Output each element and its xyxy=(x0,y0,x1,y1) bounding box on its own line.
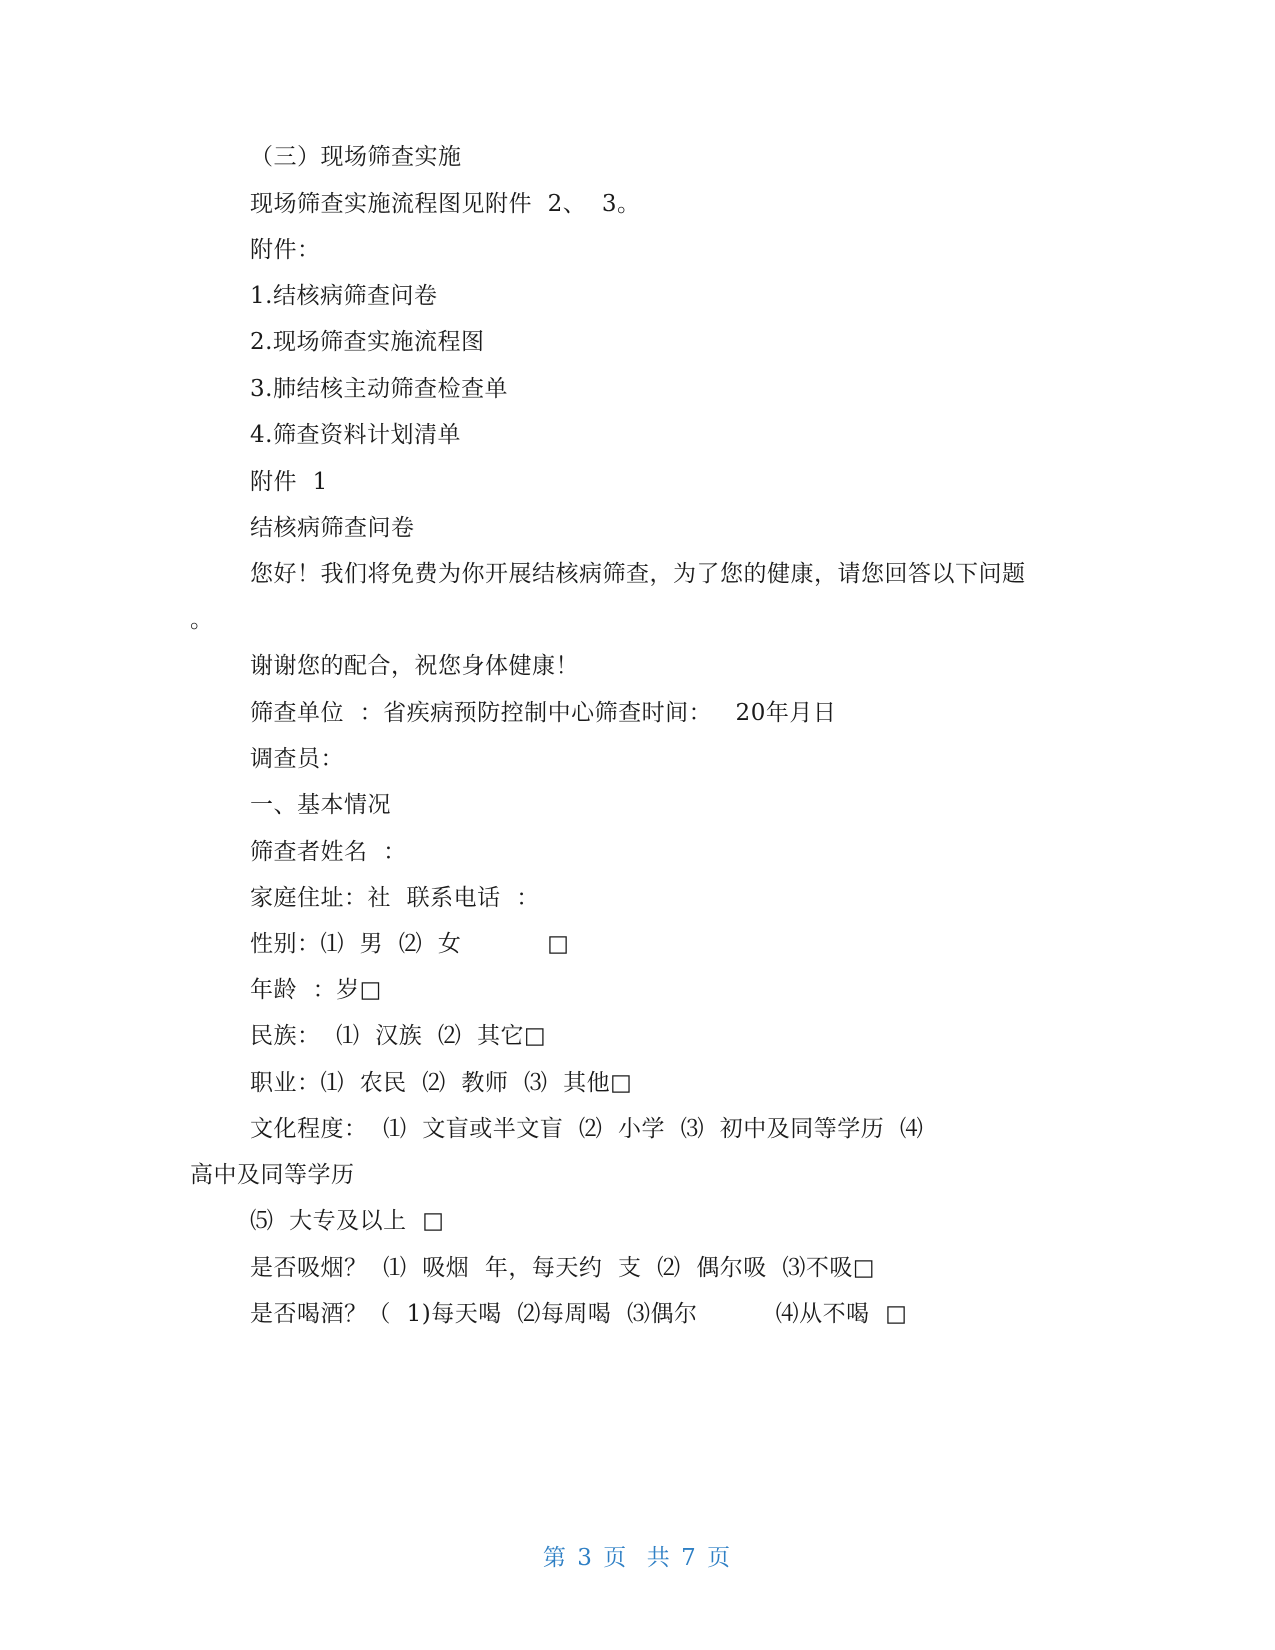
attachment-item-2: 2.现场筛查实施流程图 xyxy=(250,329,485,355)
thanks-text: 谢谢您的配合，祝您身体健康！ xyxy=(250,653,579,679)
greeting-text: 您好！我们将免费为你开展结核病筛查，为了您的健康，请您回答以下问题 xyxy=(250,561,1026,587)
section-heading-field-screening: （三）现场筛查实施 xyxy=(250,144,462,170)
footer-current-page: 3 xyxy=(577,1545,594,1571)
attachment-item-1: 1.结核病筛查问卷 xyxy=(250,283,438,309)
field-gender: 性别：⑴ 男 ⑵ 女 □ xyxy=(250,931,570,957)
attachment-item-4: 4.筛查资料计划清单 xyxy=(250,422,461,448)
footer-prefix: 第 xyxy=(542,1545,568,1571)
footer-total-pages: 7 xyxy=(681,1545,698,1571)
text-attachments-label: 附件： xyxy=(250,237,321,263)
field-ethnicity: 民族： ⑴ 汉族 ⑵ 其它□ xyxy=(250,1023,547,1049)
field-education-continuation: 高中及同等学历 xyxy=(190,1162,355,1188)
screening-unit-line: 筛查单位 ：省疾病预防控制中心筛查时间： 20年月日 xyxy=(250,700,837,726)
field-age: 年龄 ：岁□ xyxy=(250,977,382,1003)
field-smoking: 是否吸烟？ ⑴ 吸烟 年，每天约 支 ⑵ 偶尔吸 ⑶不吸□ xyxy=(250,1255,876,1281)
investigator-line: 调查员： xyxy=(250,746,344,772)
field-drinking: 是否喝酒？（ 1)每天喝 ⑵每周喝 ⑶偶尔 ⑷从不喝 □ xyxy=(250,1301,908,1327)
field-name: 筛查者姓名 ： xyxy=(250,839,407,865)
page-footer xyxy=(0,1543,1275,1573)
basic-info-heading: 一、基本情况 xyxy=(250,792,391,818)
field-occupation: 职业：⑴ 农民 ⑵ 教师 ⑶ 其他□ xyxy=(250,1070,633,1096)
attachment-1-label: 附件 1 xyxy=(250,469,328,495)
field-address-phone: 家庭住址：社 联系电话 ： xyxy=(250,885,540,911)
footer-suffix: 页 xyxy=(707,1545,733,1571)
field-education: 文化程度： ⑴ 文盲或半文盲 ⑵ 小学 ⑶ 初中及同等学历 ⑷ xyxy=(250,1116,924,1142)
text-flowchart-reference: 现场筛查实施流程图见附件 2、 3。 xyxy=(250,191,641,217)
footer-mid: 页 共 xyxy=(603,1545,672,1571)
field-education-option-5: ⑸ 大专及以上 □ xyxy=(250,1208,445,1234)
greeting-continuation: 。 xyxy=(190,607,214,633)
attachment-item-3: 3.肺结核主动筛查检查单 xyxy=(250,376,508,402)
questionnaire-title: 结核病筛查问卷 xyxy=(250,515,415,541)
